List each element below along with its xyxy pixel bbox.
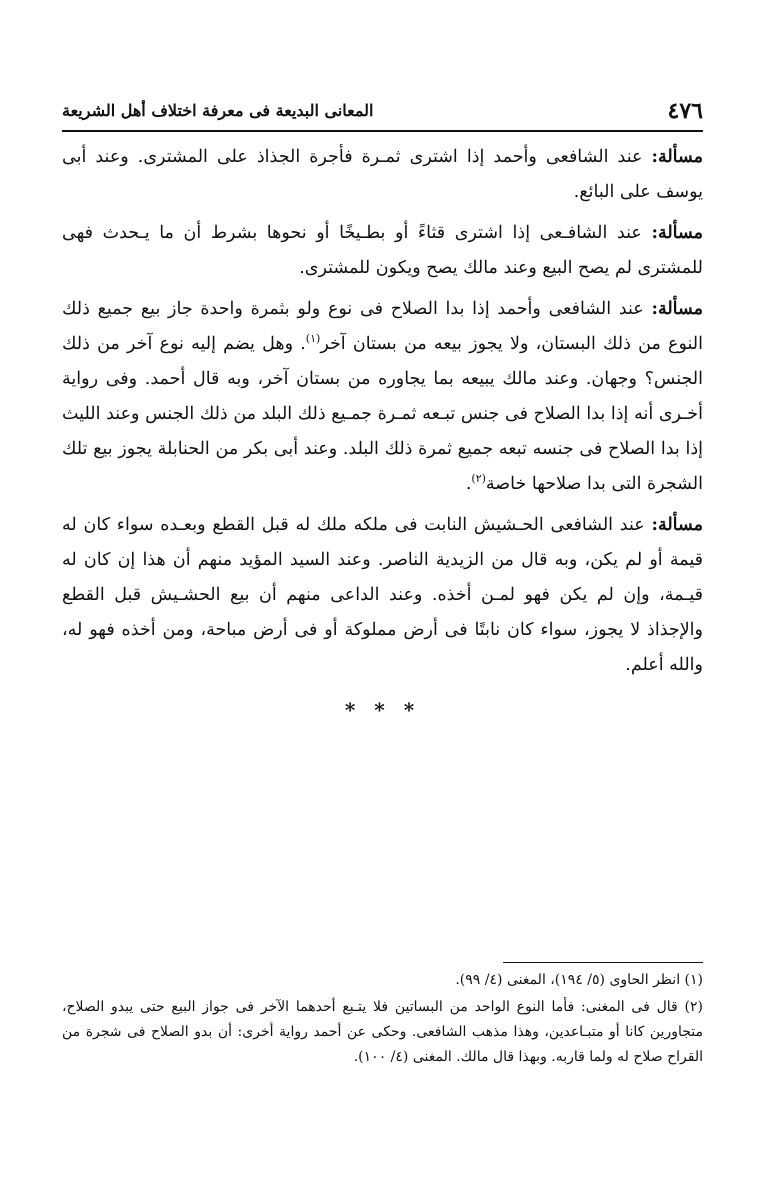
issue-text: . وهل يضم إليه نوع آخر من ذلك الجنس؟ وجهان. وعند مالك يبيعه بما يجاوره من بستان آخر، وبه قال أحمد. وفى رواية أخـرى أنه إذا بدا الصلاح فى جنس تبـعه ثمـرة جمـيع ذلك البلد من ذلك الجنس وعند الليث إذا بدا الصلاح فى جنسه تبعه جميع ثمرة ذلك البلد. وعند أبى بكر من الحنابلة يجوز بيع تلك الشجرة التى بدا صلاحها خاصة: [62, 334, 703, 494]
issue-paragraph: [62, 140, 703, 210]
issue-label: مسألة:: [651, 147, 703, 167]
issue-label: مسألة:: [651, 299, 703, 319]
page-number: ٤٧٦: [667, 98, 703, 124]
issue-label: مسألة:: [651, 223, 703, 243]
footnote: (١) انظر الحاوى (٥/ ١٩٤)، المغنى (٤/ ٩٩).: [455, 972, 703, 988]
issue-paragraph: [62, 508, 703, 683]
footnote-reference[interactable]: (١): [305, 332, 321, 346]
issue-text: عند الشافعى وأحمد إذا بدا الصلاح فى نوع ولو بثمرة واحدة جاز بيع جميع ذلك النوع من ذلك البستان، ولا يجوز بيعه من بستان آخر: [62, 299, 703, 354]
main-text: [62, 140, 703, 728]
footnotes: [62, 968, 703, 1072]
running-header: [62, 96, 703, 126]
issue-paragraph: [62, 292, 703, 502]
issue-text-end: .: [465, 474, 472, 494]
footnote-divider: [503, 962, 703, 963]
footnote: (٢) قال فى المغنى: فأما النوع الواحد من البساتين فلا يتـبع أحدهما الآخر فى جواز البيع حتى يبدو الصلاح، متجاورين كانا أو متبـاعدين، وهذا مذهب الشافعى. وحكى عن أحمد رواية أخرى: أن بدو الصلاح فى شجرة من القراح صلاح له ولما قاربه. وبهذا قال مالك. المغنى (٤/ ١٠٠).: [62, 999, 703, 1065]
issue-text: عند الشافـعى إذا اشترى قثاءً أو بطـيخًا أو نحوها بشرط أن ما يـحدث فهى للمشترى لم يصح البيع وعند مالك يصح ويكون للمشترى.: [62, 223, 703, 278]
issue-text: عند الشافعى وأحمد إذا اشترى ثمـرة فأجرة الجذاذ على المشترى. وعند أبى يوسف على البائع.: [62, 147, 703, 202]
issue-text: عند الشافعى الحـشيش النابت فى ملكه ملك له قبل القطع وبعـده سواء كان له قيمة أو لم يكن، وبه قال من الزيدية الناصر. وعند السيد المؤيد منهم أن هذا إن كان له قيـمة، وإن لم يكن فهو لمـن أخذه. وعند الداعى منهم أن بيع الحشـيش قبل القطع والإجذاذ لا يجوز، سواء كان نابتًا فى أرض مملوكة أو فى أرض مباحة، ومن أخذه فهو له، والله أعلم.: [62, 515, 703, 675]
issue-label: مسألة:: [651, 515, 703, 535]
section-separator: * * *: [344, 698, 421, 722]
header-divider: [62, 130, 703, 132]
footnote-reference[interactable]: (٢): [471, 472, 486, 486]
issue-paragraph: [62, 216, 703, 286]
running-title: المعانى البديعة فى معرفة اختلاف أهل الشريعة: [62, 101, 374, 120]
